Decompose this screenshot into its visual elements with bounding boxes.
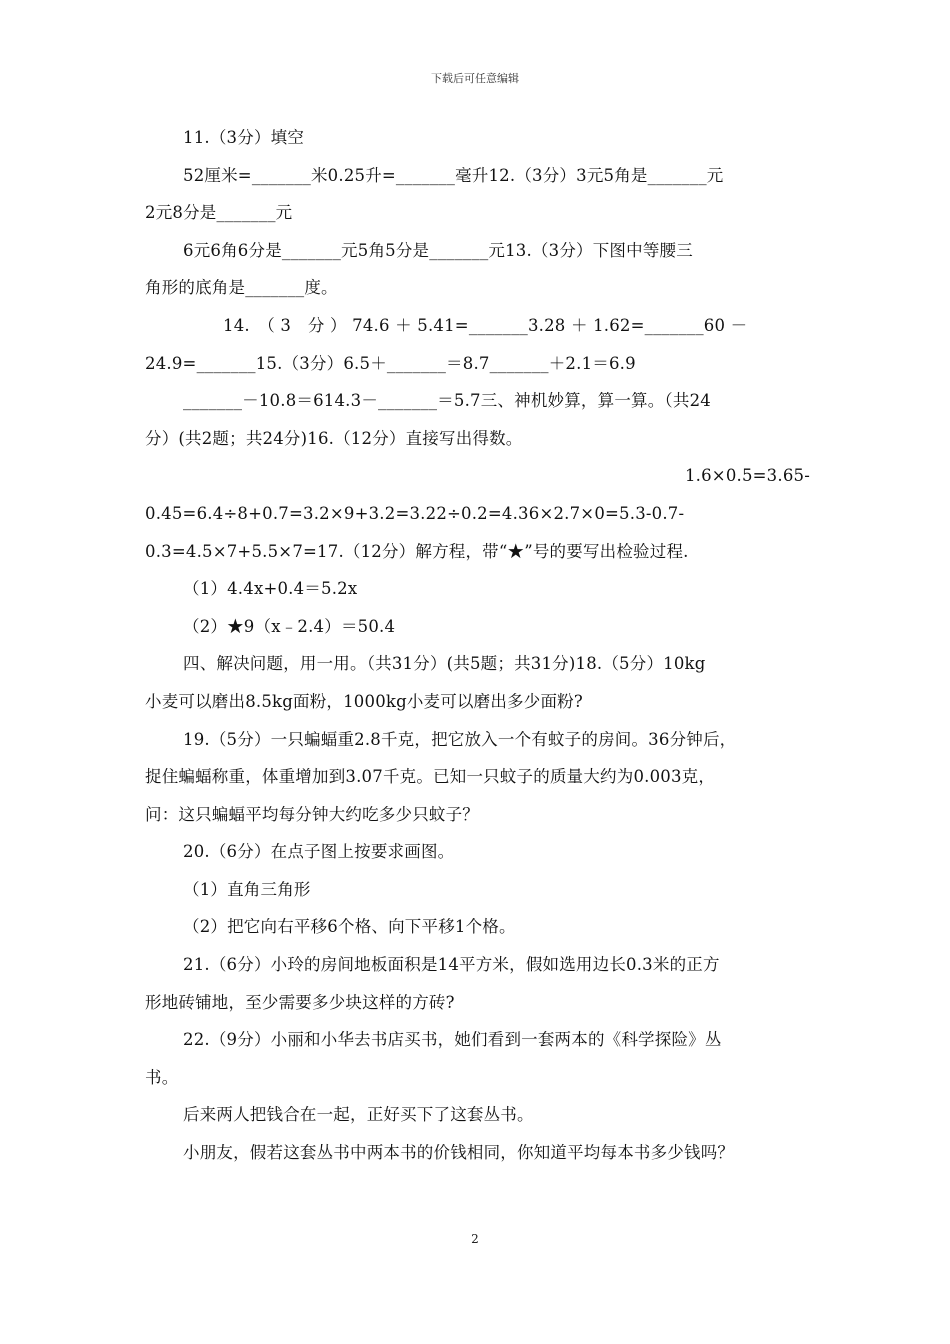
question-16-line-1: 1.6×0.5=3.65- [684,466,810,486]
question-20-part-1: （1）直角三角形 [183,879,311,899]
question-22-line-4: 小朋友，假若这套丛书中两本书的价钱相同，你知道平均每本书多少钱吗？ [183,1143,735,1163]
question-22-line-3: 后来两人把钱合在一起，正好买下了这套丛书。 [183,1105,534,1125]
question-22-line-2: 书。 [145,1067,179,1087]
question-12-line: 2元8分是_______元 [145,203,293,223]
question-21-line-1: 21.（6分）小玲的房间地板面积是14平方米，假如选用边长0.3米的正方 [183,955,720,975]
question-18-line: 小麦可以磨出8.5kg面粉，1000kg小麦可以磨出多少面粉? [145,691,583,711]
question-14-15-line: 24.9=_______15.（3分）6.5＋_______＝8.7_______＋2.1＝6.9 [145,353,636,373]
question-19-line-2: 捉住蝙蝠称重，体重增加到3.07千克。已知一只蚊子的质量大约为0.003克， [145,767,716,787]
document-body [145,119,810,1172]
question-14-line: 14. （ 3 分 ） 74.6 ＋ 5.41=_______3.28 ＋ 1.62=_______60 － [223,315,748,335]
question-13-line: 角形的底角是_______度。 [145,278,338,298]
question-17-part-1: （1）4.4x+0.4＝5.2x [183,579,358,599]
question-17-title: 0.3=4.5×7+5.5×7=17.（12分）解方程，带“★”号的要写出检验过程. [145,541,689,561]
page-header: 下载后可任意编辑 [431,72,519,85]
question-21-line-2: 形地砖铺地，至少需要多少块这样的方砖? [145,992,455,1012]
question-11-title: 11.（3分）填空 [183,128,305,147]
question-19-line-3: 问：这只蝙蝠平均每分钟大约吃多少只蚊子？ [145,804,479,824]
question-17-part-2: （2）★9（x﹣2.4）＝50.4 [183,616,396,636]
question-16-line-2: 0.45=6.4÷8+0.7=3.2×9+3.2=3.22÷0.2=4.36×2.7×0=5.3-0.7- [145,503,685,523]
question-19-line-1: 19.（5分）一只蝙蝠重2.8千克，把它放入一个有蚊子的房间。36分钟后， [183,729,737,749]
section-4-question-18: 四、解决问题，用一用。（共31分）(共5题；共31分)18.（5分）10kg [183,654,706,674]
question-22-line-1: 22.（9分）小丽和小华去书店买书，她们看到一套两本的《科学探险》丛 [183,1030,722,1050]
question-20-part-2: （2）把它向右平移6个格、向下平移1个格。 [183,917,516,937]
question-15-section-3-line: _______－10.8＝614.3－_______＝5.7三、神机妙算，算一算。（共24 [183,391,711,411]
question-20-title: 20.（6分）在点子图上按要求画图。 [183,842,455,862]
page-number: 2 [471,1232,479,1246]
question-11-line: 52厘米=_______米0.25升=_______毫升12.（3分）3元5角是_______元 [183,165,724,185]
question-16-title: 分）(共2题；共24分)16.（12分）直接写出得数。 [145,428,523,448]
question-12-13-line: 6元6角6分是_______元5角5分是_______元13.（3分）下图中等腰三 [183,240,693,260]
